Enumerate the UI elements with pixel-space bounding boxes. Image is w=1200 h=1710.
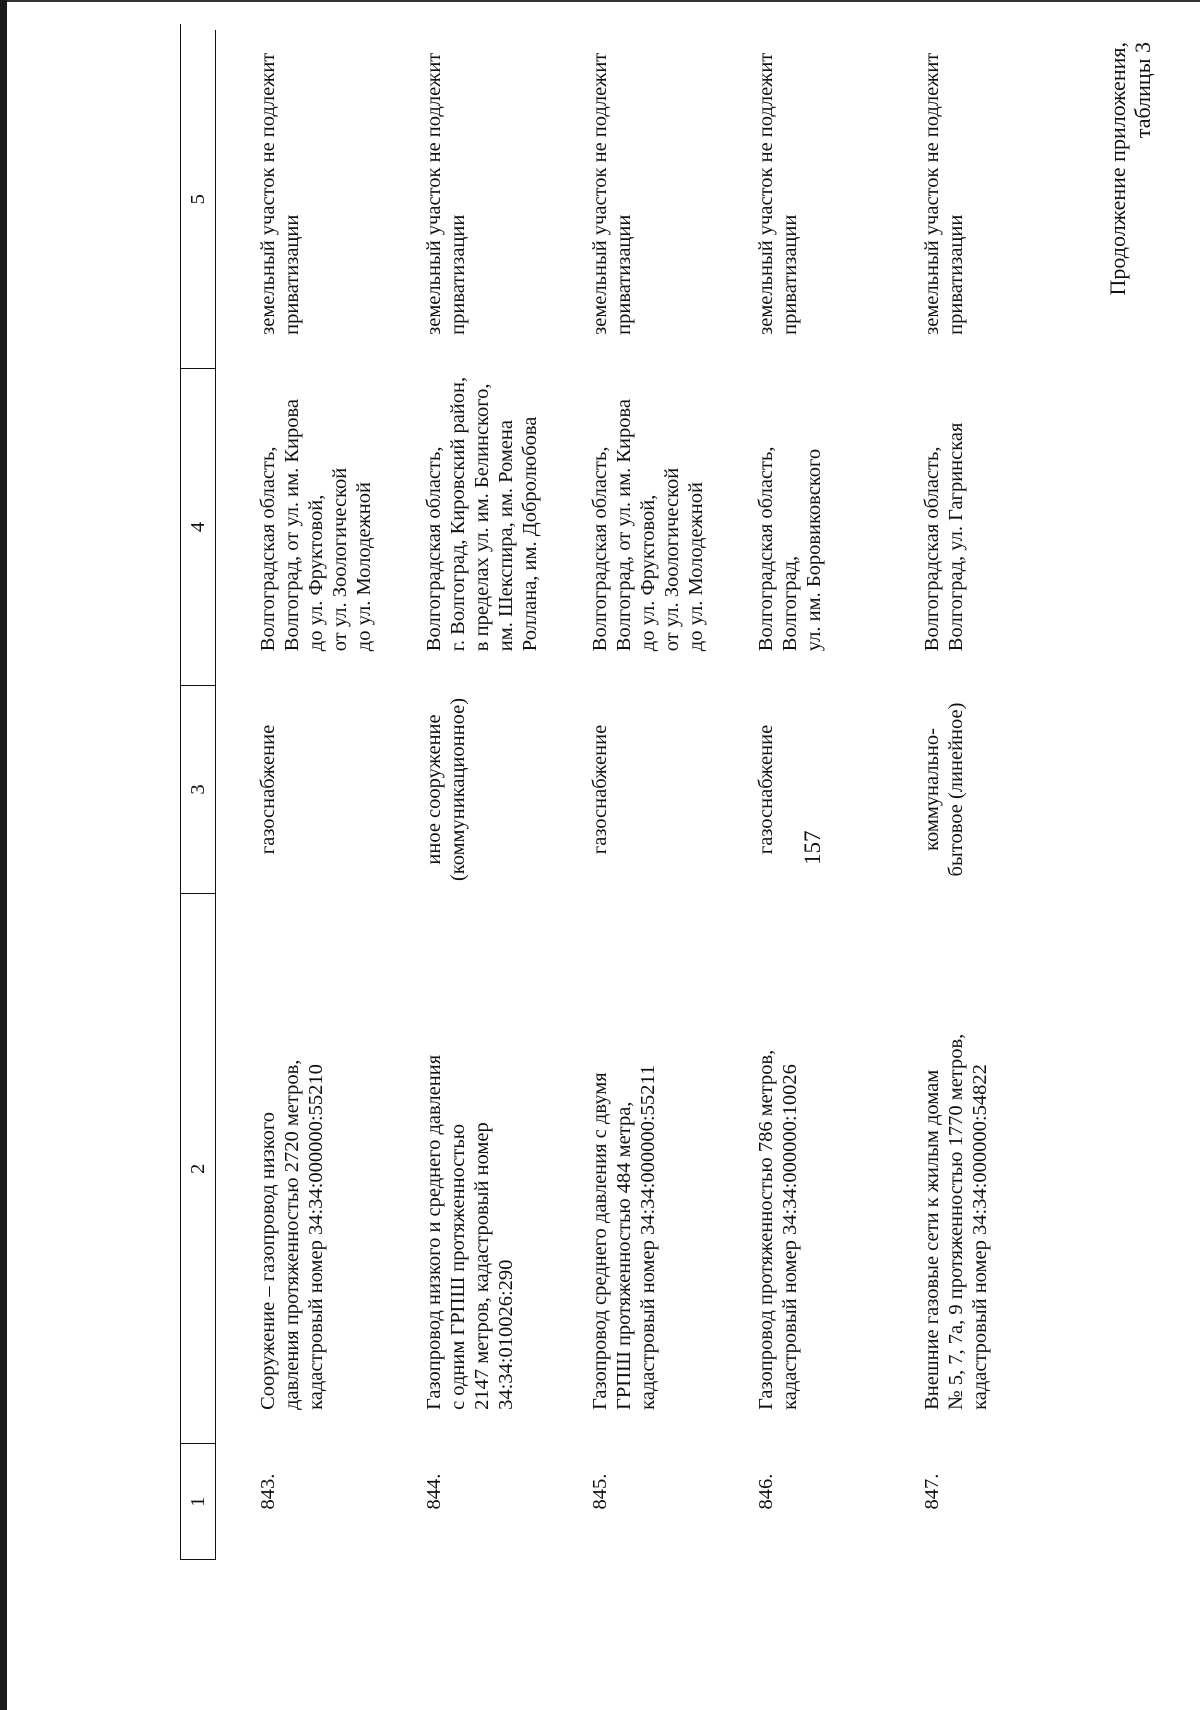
object-note [714, 30, 880, 369]
address-line: до ул. Фруктовой, [305, 494, 327, 652]
address-line: до ул. Фруктовой, [637, 494, 659, 652]
note-line: земельный участок не подлежит [423, 52, 445, 335]
description-line: Сооружение – газопровод низкого [257, 1111, 279, 1410]
row-number: 847. [921, 1473, 943, 1510]
column-header-2: 2 [181, 894, 216, 1444]
row-number: 843. [257, 1473, 279, 1510]
description-line: кадастровый номер 34:34:000000:54822 [969, 1064, 991, 1410]
property-table [180, 30, 1046, 1560]
note-line: приватизации [281, 214, 303, 335]
description-line: Газопровод низкого и среднего давления [423, 1054, 445, 1410]
object-address [382, 369, 548, 685]
note-line: земельный участок не подлежит [755, 52, 777, 335]
address-line: от ул. Зоологической [661, 467, 683, 652]
column-header-4: 4 [181, 369, 216, 685]
type-line: иное сооружение [423, 714, 445, 865]
object-type [880, 685, 1046, 894]
description-line: кадастровый номер 34:34:000000:10026 [779, 1064, 801, 1410]
continuation-line: Продолжение приложения, [1105, 42, 1130, 296]
object-address [880, 369, 1046, 685]
note-line: приватизации [613, 214, 635, 335]
object-address [714, 369, 880, 685]
object-note [382, 30, 548, 369]
address-line: Волгоград, от ул. им. Кирова [281, 398, 303, 652]
table-header-row [181, 30, 216, 1560]
address-line: г. Волгоград, Кировский район, [447, 376, 469, 652]
object-description [548, 894, 714, 1444]
description-line: 34:34:010026:290 [495, 1259, 517, 1410]
address-line: Волгоградская область, [921, 446, 943, 652]
description-line: с одним ГРПШ протяженностью [447, 1123, 469, 1410]
continuation-line: таблицы 3 [1130, 42, 1155, 139]
description-line: № 5, 7, 7а, 9 протяженностью 1770 метров, [945, 1033, 967, 1410]
table-row [714, 30, 880, 1560]
description-line: кадастровый номер 34:34:000000:55211 [637, 1064, 659, 1410]
object-type [382, 685, 548, 894]
type-line: газоснабжение [257, 724, 279, 855]
address-line: Волгоград, от ул. им. Кирова [613, 398, 635, 652]
object-note [216, 30, 383, 369]
row-number: 844. [423, 1473, 445, 1510]
address-line: до ул. Молодежной [353, 482, 375, 652]
object-description [714, 894, 880, 1444]
note-line: земельный участок не подлежит [589, 52, 611, 335]
row-number: 845. [589, 1473, 611, 1510]
column-header-3: 3 [181, 685, 216, 894]
address-line: до ул. Молодежной [685, 482, 707, 652]
column-header-1: 1 [181, 1444, 216, 1560]
object-description [216, 894, 383, 1444]
object-description [880, 894, 1046, 1444]
address-line: Волгоградская область, [589, 446, 611, 652]
object-address [548, 369, 714, 685]
address-line: ул. им. Боровиковского [803, 448, 825, 652]
note-line: приватизации [779, 214, 801, 335]
type-line: коммунально- [921, 728, 943, 851]
table-row [216, 30, 383, 1560]
object-type [216, 685, 383, 894]
address-line: им. Шекспира, им. Ромена [495, 420, 517, 652]
table-row [548, 30, 714, 1560]
object-type [548, 685, 714, 894]
note-line: земельный участок не подлежит [921, 52, 943, 335]
table-row [382, 30, 548, 1560]
note-line: приватизации [945, 214, 967, 335]
page-number: 157 [800, 830, 825, 865]
description-line: давления протяженностью 2720 метров, [281, 1059, 303, 1410]
note-line: приватизации [447, 214, 469, 335]
column-header-5: 5 [181, 30, 216, 369]
type-line: (коммуникационное) [447, 697, 469, 882]
description-line: Газопровод среднего давления с двумя [589, 1072, 611, 1410]
address-line: от ул. Зоологической [329, 467, 351, 652]
description-line: Внешние газовые сети к жилым домам [921, 1069, 943, 1410]
description-line: Газопровод протяженностью 786 метров, [755, 1049, 777, 1410]
type-line: газоснабжение [755, 724, 777, 855]
row-number: 846. [755, 1473, 777, 1510]
address-line: Волгоград, [779, 555, 801, 652]
continuation-note [1105, 42, 1155, 360]
table-row [880, 30, 1046, 1560]
object-note [548, 30, 714, 369]
type-line: газоснабжение [589, 724, 611, 855]
address-line: Волгоградская область, [423, 446, 445, 652]
description-line: кадастровый номер 34:34:000000:55210 [305, 1064, 327, 1410]
description-line: 2147 метров, кадастровый номер [471, 1122, 493, 1410]
address-line: Волгоградская область, [755, 446, 777, 652]
description-line: ГРПШ протяженностью 484 метра, [613, 1101, 635, 1410]
address-line: Волгоград, ул. Гагринская [945, 422, 967, 652]
type-line: бытовое (линейное) [945, 702, 967, 877]
object-description [382, 894, 548, 1444]
note-line: земельный участок не подлежит [257, 52, 279, 335]
address-line: в пределах ул. им. Белинского, [471, 383, 493, 652]
address-line: Волгоградская область, [257, 446, 279, 652]
object-type [714, 685, 880, 894]
object-note [880, 30, 1046, 369]
address-line: Роллана, им. Добролюбова [519, 416, 541, 652]
object-address [216, 369, 383, 685]
